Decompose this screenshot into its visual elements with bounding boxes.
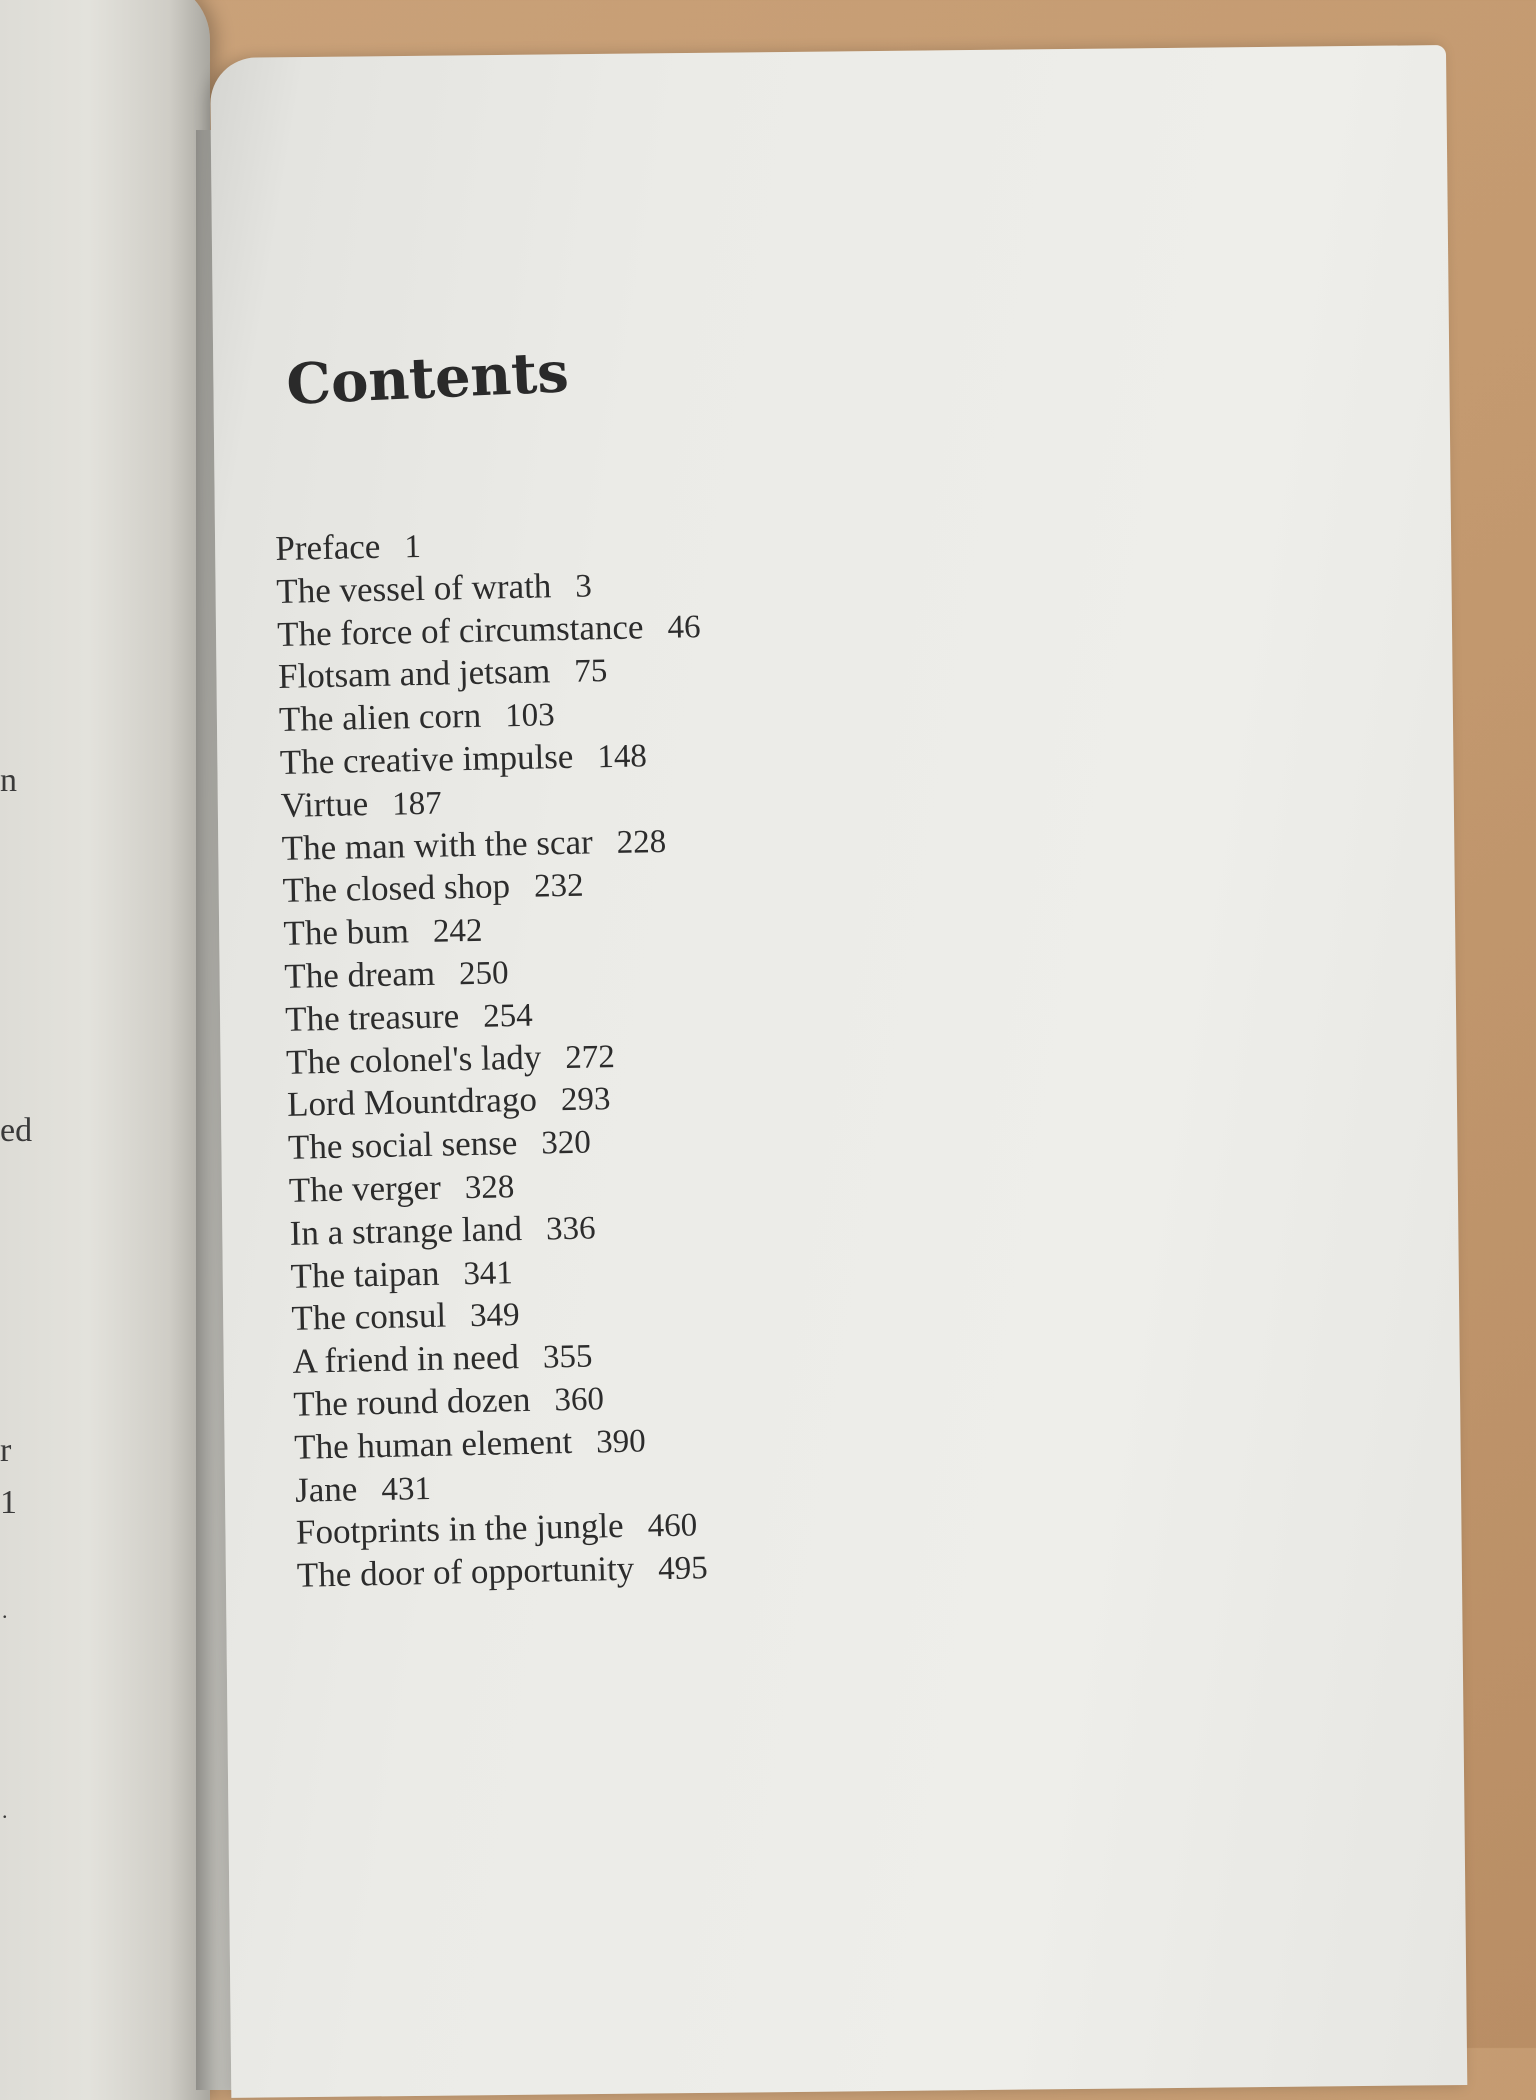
toc-entry-title: The consul	[291, 1295, 447, 1339]
toc-entry-page-number: 495	[657, 1550, 709, 1588]
left-page	[0, 0, 210, 2100]
left-page-text-fragment: r	[0, 1432, 12, 1469]
toc-entry-page-number: 75	[573, 653, 608, 691]
toc-entry-title: The round dozen	[292, 1379, 531, 1424]
toc-entry-title: The door of opportunity	[296, 1548, 635, 1595]
toc-entry-page-number: 431	[380, 1470, 432, 1508]
toc-entry-title: The colonel's lady	[285, 1037, 542, 1082]
toc-entry-page-number: 46	[667, 608, 701, 646]
toc-entry-title: The treasure	[284, 996, 460, 1039]
left-page-text-fragment: .	[2, 1798, 8, 1823]
toc-entry-title: The bum	[283, 911, 410, 954]
toc-entry-page-number: 254	[482, 997, 534, 1035]
toc-entry-page-number: 320	[540, 1124, 592, 1162]
toc-entry-page-number: 355	[542, 1338, 593, 1376]
toc-entry-title: Virtue	[280, 783, 369, 825]
toc-entry-page-number: 3	[574, 568, 593, 605]
toc-entry-page-number: 250	[458, 955, 509, 993]
toc-entry-page-number: 103	[504, 697, 555, 735]
toc-entry-title: The alien corn	[278, 695, 482, 740]
toc-entry-page-number: 341	[462, 1254, 514, 1292]
toc-entry-page-number: 228	[616, 823, 667, 861]
toc-entry-page-number: 360	[554, 1381, 605, 1419]
toc-entry-title: The verger	[288, 1167, 442, 1210]
toc-entry-title: The taipan	[290, 1253, 440, 1296]
toc-entry-page-number: 1	[403, 528, 422, 566]
toc-entry-title: A friend in need	[292, 1337, 520, 1381]
toc-entry-page-number: 390	[595, 1423, 647, 1461]
toc-entry-page-number: 232	[533, 867, 584, 906]
toc-entry-page-number: 242	[432, 912, 483, 950]
toc-entry-title: Lord Mountdrago	[286, 1080, 538, 1125]
toc-entry-page-number: 272	[564, 1038, 616, 1076]
toc-entry-title: Jane	[294, 1469, 358, 1510]
toc-entry-title: The man with the scar	[281, 821, 594, 868]
toc-entry-title: The human element	[293, 1421, 573, 1467]
page-title: Contents	[285, 339, 570, 418]
left-page-text-fragment: 1	[0, 1484, 17, 1521]
toc-entry-title: The vessel of wrath	[275, 566, 552, 611]
toc-entry-title: The force of circumstance	[276, 606, 644, 654]
toc-entry-page-number: 349	[469, 1297, 520, 1335]
left-page-text-fragment: .	[2, 1598, 8, 1623]
toc-entry-page-number: 187	[391, 785, 442, 823]
toc-entry-title: Footprints in the jungle	[295, 1506, 625, 1553]
table-of-contents	[275, 513, 997, 1597]
toc-entry-title: The social sense	[287, 1123, 518, 1168]
toc-entry-title: The dream	[283, 953, 436, 996]
toc-entry-title: In a strange land	[289, 1208, 523, 1253]
toc-entry-page-number: 460	[647, 1507, 698, 1545]
left-page-text-fragment: n	[0, 762, 17, 799]
toc-entry-title: Preface	[275, 526, 381, 568]
toc-entry-title: The closed shop	[282, 866, 511, 911]
left-page-text-fragment: ed	[0, 1112, 33, 1149]
toc-entry-title: The creative impulse	[279, 736, 574, 782]
toc-entry-title: Flotsam and jetsam	[277, 651, 551, 697]
toc-entry-page-number: 328	[464, 1169, 515, 1207]
toc-entry-page-number: 336	[545, 1210, 596, 1248]
toc-entry-page-number: 293	[560, 1081, 611, 1119]
toc-entry-page-number: 148	[596, 738, 648, 776]
